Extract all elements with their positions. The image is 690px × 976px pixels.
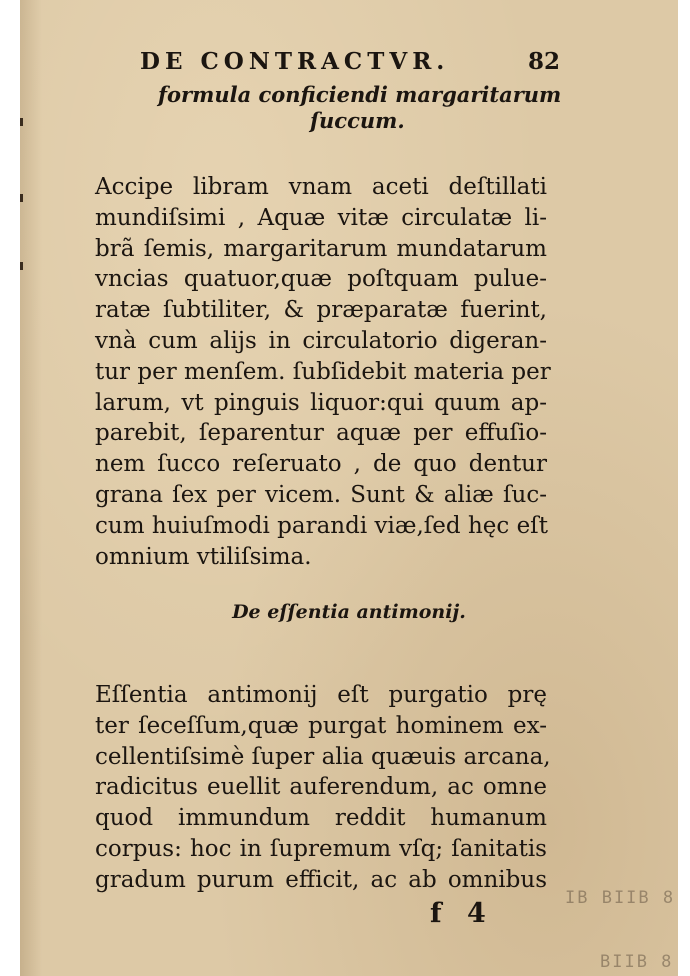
text-line: mundiſsimi , Aquæ vitæ circulatæ li-	[95, 204, 547, 231]
text-line: brã ſemis, margaritarum mundatarum	[95, 235, 547, 262]
page-number: 82	[527, 48, 560, 75]
text-line: tur per menſem. ſubſidebit materia per	[95, 358, 551, 385]
recipe-title-line-1: formula conficiendi margaritarum	[158, 82, 562, 107]
book-page	[20, 0, 678, 976]
text-line: vnà cum alijs in circulatorio digeran-	[95, 327, 547, 354]
signature-mark: f 4	[430, 898, 494, 929]
text-line: radicitus euellit auferendum, ac omne	[95, 774, 547, 801]
binding-mark	[20, 262, 23, 270]
binding-mark	[20, 194, 23, 202]
binding-mark	[20, 118, 23, 126]
text-line: ratæ ſubtiliter, & præparatæ fuerint,	[95, 297, 547, 324]
text-line: cellentiſsimè ſuper alia quæuis arcana,	[95, 743, 551, 770]
text-line: larum, vt pinguis liquor:qui quum ap-	[95, 389, 547, 416]
text-line: omnium vtiliſsima.	[95, 543, 312, 570]
text-line: Accipe libram vnam aceti deſtillati	[95, 174, 547, 200]
text-line: parebit, ſeparentur aquæ per effuſio-	[95, 420, 547, 447]
text-line: quod immundum reddit humanum	[95, 805, 547, 832]
text-line: nem ſucco reſeruato , de quo dentur	[95, 451, 547, 478]
text-line: corpus: hoc in ſupremum vſq; ſanitatis	[95, 835, 547, 862]
text-line: ter ſeceſſum,quæ purgat hominem ex-	[95, 712, 547, 739]
text-line: gradum purum efficit, ac ab omnibus	[95, 866, 547, 893]
text-line: grana ſex per vicem. Sunt & aliæ ſuc-	[95, 481, 547, 508]
bleed-through-text: IB BIIB 8	[565, 888, 676, 908]
text-line: cum huiuſmodi parandi viæ,ſed hęc eſt	[95, 512, 548, 539]
recipe-paragraph	[95, 172, 551, 572]
bleed-through-text: BIIB 8	[600, 952, 674, 972]
section-heading: De eſſentia antimonij.	[232, 601, 466, 623]
text-line: Eſſentia antimonij eſt purgatio prę	[95, 682, 547, 708]
running-head: DE CONTRACTVR.	[140, 48, 450, 75]
page-header	[140, 48, 560, 82]
essence-paragraph	[95, 680, 551, 896]
text-line: vncias quatuor,quæ poſtquam pulue-	[95, 266, 547, 293]
recipe-title-line-2: ſuccum.	[310, 108, 405, 133]
